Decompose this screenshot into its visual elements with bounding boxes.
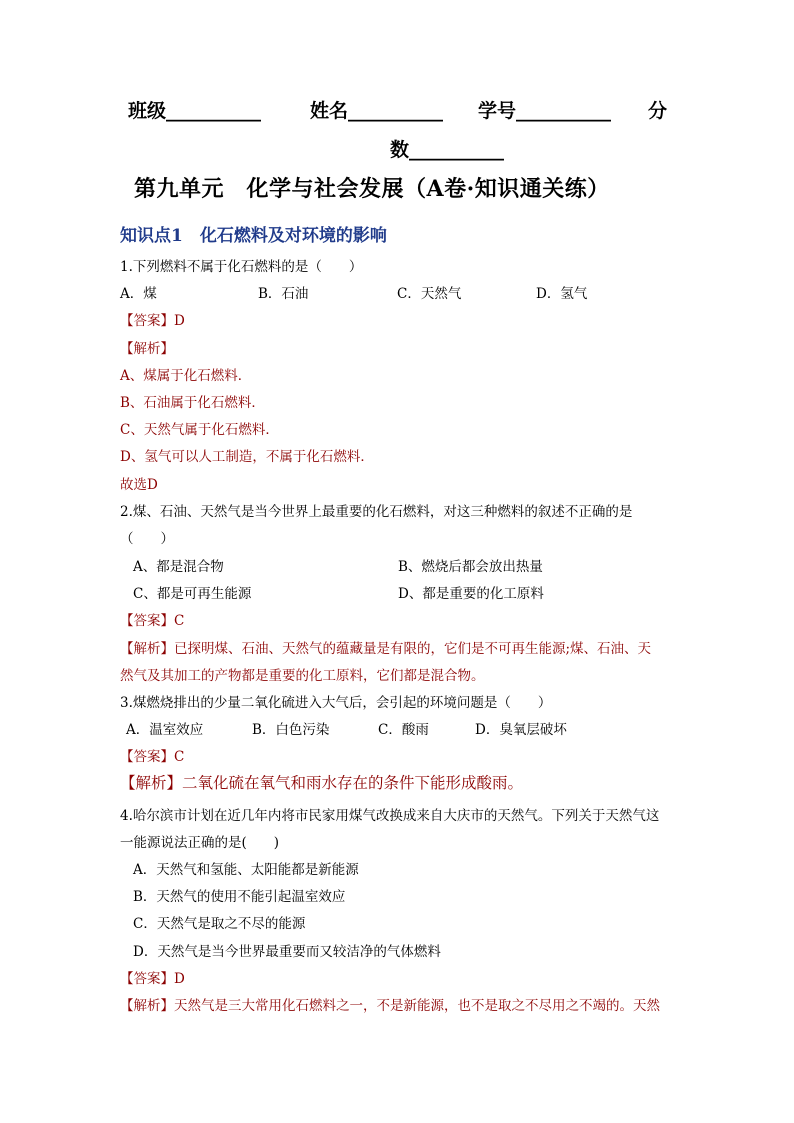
q3-option-b: B．白色污染: [252, 722, 330, 738]
question-2-stem-cont: （ ）: [120, 531, 174, 547]
q4-option-b: B．天然气的使用不能引起温室效应: [133, 889, 346, 905]
q4-option-c: C．天然气是取之不尽的能源: [133, 916, 306, 932]
q2-analysis: 【解析】已探明煤、石油、天然气的蕴藏量是有限的，它们是不可再生能源;煤、石油、天: [120, 641, 652, 657]
q1-option-a: A．煤: [120, 286, 157, 302]
q3-option-a: A．温室效应: [126, 722, 204, 738]
q1-analysis-line: A、煤属于化石燃料．: [120, 368, 252, 384]
q1-answer: 【答案】D: [120, 313, 185, 329]
q4-answer: 【答案】D: [120, 971, 185, 987]
q1-option-c: C．天然气: [397, 286, 462, 302]
q2-option-c: C、都是可再生能源: [133, 586, 252, 602]
q1-analysis-line: D、氢气可以人工制造，不属于化石燃料．: [120, 449, 374, 465]
question-4-stem: 4.哈尔滨市计划在近几年内将市民家用煤气改换成来自大庆市的天然气。下列关于天然气这: [120, 808, 660, 824]
q1-option-b: B．石油: [258, 286, 309, 302]
q4-analysis: 【解析】天然气是三大常用化石燃料之一，不是新能源，也不是取之不尽用之不竭的。天然: [120, 998, 660, 1014]
question-1-stem: 1.下列燃料不属于化石燃料的是（ ）: [120, 259, 363, 275]
q2-option-a: A、都是混合物: [133, 559, 224, 575]
student-id-field[interactable]: 学号__________: [478, 100, 612, 122]
q1-option-d: D．氢气: [536, 286, 588, 302]
q1-analysis-line: C、天然气属于化石燃料．: [120, 422, 279, 438]
q2-option-b: B、燃烧后都会放出热量: [398, 559, 543, 575]
score-field[interactable]: 数__________: [390, 139, 505, 161]
q2-option-d: D、都是重要的化工原料: [398, 586, 544, 602]
q3-analysis: 【解析】二氧化硫在氧气和雨水存在的条件下能形成酸雨。: [120, 774, 524, 792]
q4-option-d: D．天然气是当今世界最重要而又较洁净的气体燃料: [133, 944, 441, 960]
question-3-stem: 3.煤燃烧排出的少量二氧化硫进入大气后，会引起的环境问题是（ ）: [120, 695, 552, 711]
question-4-stem-cont: 一能源说法正确的是( ): [120, 835, 280, 851]
section-title: 知识点1 化石燃料及对环境的影响: [120, 226, 387, 246]
q3-answer: 【答案】C: [120, 749, 185, 765]
q4-option-a: A．天然气和氢能、太阳能都是新能源: [133, 862, 359, 878]
name-field[interactable]: 姓名__________: [310, 100, 444, 122]
page-title: 第九单元 化学与社会发展（A卷·知识通关练）: [134, 176, 610, 202]
q1-conclusion: 故选D: [120, 477, 158, 493]
q2-analysis-cont: 然气及其加工的产物都是重要的化工原料，它们都是混合物。: [120, 668, 485, 684]
q1-analysis-line: B、石油属于化石燃料．: [120, 395, 265, 411]
q3-option-d: D．臭氧层破坏: [475, 722, 567, 738]
question-2-stem: 2.煤、石油、天然气是当今世界上最重要的化石燃料，对这三种燃料的叙述不正确的是: [120, 504, 633, 520]
q3-option-c: C．酸雨: [378, 722, 429, 738]
q2-answer: 【答案】C: [120, 613, 185, 629]
score-label: 分: [648, 100, 668, 122]
class-field[interactable]: 班级__________: [128, 100, 262, 122]
q1-analysis-label: 【解析】: [120, 341, 174, 357]
